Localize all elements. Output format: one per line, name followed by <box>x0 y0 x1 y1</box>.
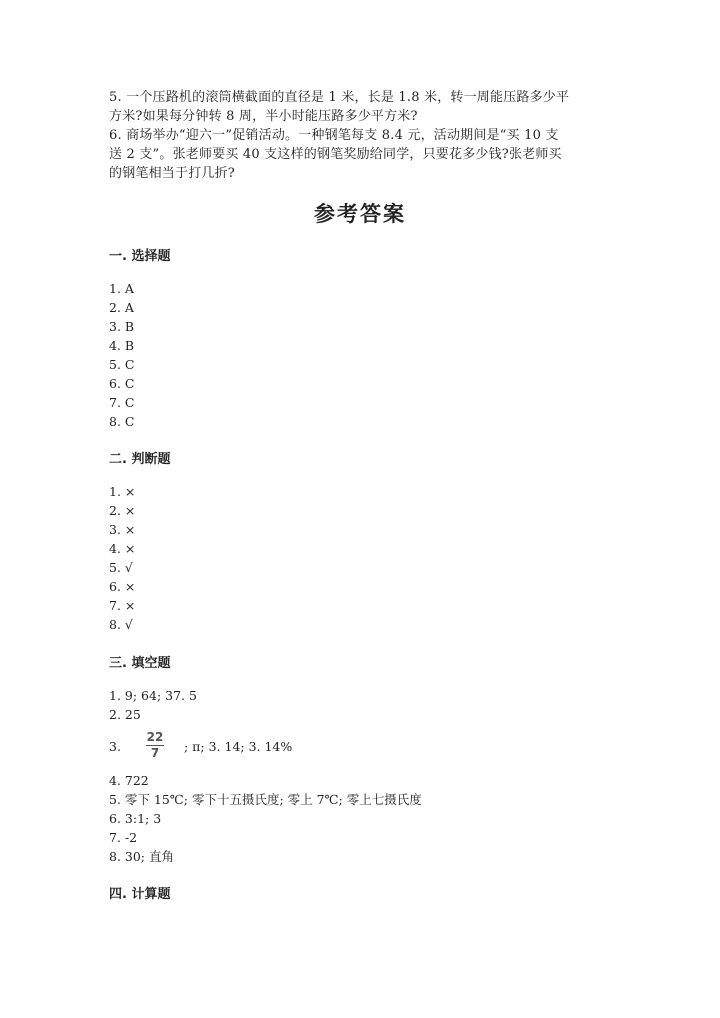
fill-in-answer-3-label: 3. <box>109 739 121 754</box>
fill-in-answer: 7. -2 <box>109 830 138 845</box>
section-heading-calculation: 四. 计算题 <box>109 887 171 902</box>
choice-answer: 3. B <box>109 319 135 334</box>
fill-in-answer: 6. 3:1; 3 <box>109 811 162 826</box>
question-6-line-2: 送 2 支”。张老师要买 40 支这样的钢笔奖励给同学，只要花多少钱?张老师买 <box>109 147 562 162</box>
page-title: 参考答案 <box>314 202 406 226</box>
fraction-denominator: 7 <box>150 746 160 760</box>
section-heading-fill-in: 三. 填空题 <box>109 656 171 671</box>
judgment-answer: 2. × <box>109 503 136 518</box>
choice-answer: 4. B <box>109 338 135 353</box>
question-6-line-1: 6. 商场举办“迎六一”促销活动。一种钢笔每支 8.4 元，活动期间是“买 10 支 <box>109 128 559 143</box>
section-heading-judgment: 二. 判断题 <box>109 452 171 467</box>
fill-in-answer: 8. 30; 直角 <box>109 849 174 864</box>
judgment-answer: 3. × <box>109 522 136 537</box>
choice-answer: 1. A <box>109 281 134 296</box>
section-heading-choice: 一. 选择题 <box>109 249 171 264</box>
fill-in-answer: 5. 零下 15℃; 零下十五摄氏度; 零上 7℃; 零上七摄氏度 <box>109 792 422 807</box>
judgment-answer: 1. × <box>109 484 136 499</box>
fill-in-answer: 4. 722 <box>109 773 149 788</box>
judgment-answer: 4. × <box>109 541 136 556</box>
choice-answer: 2. A <box>109 300 134 315</box>
choice-answer: 5. C <box>109 357 135 372</box>
choice-answer: 7. C <box>109 395 135 410</box>
fill-in-answer: 1. 9; 64; 37. 5 <box>109 688 197 703</box>
fraction-22-over-7 <box>145 730 165 761</box>
judgment-answer: 5. √ <box>109 560 133 575</box>
choice-answer: 6. C <box>109 376 135 391</box>
judgment-answer: 7. × <box>109 598 136 613</box>
judgment-answer: 6. × <box>109 579 136 594</box>
fill-in-answer: 2. 25 <box>109 707 141 722</box>
question-6-line-3: 的钢笔相当于打几折? <box>109 166 235 181</box>
question-5-line-1: 5. 一个压路机的滚筒横截面的直径是 1 米，长是 1.8 米，转一周能压路多少平 <box>109 90 570 105</box>
question-5-line-2: 方米?如果每分钟转 8 周，半小时能压路多少平方米? <box>109 109 418 124</box>
choice-answer: 8. C <box>109 414 135 429</box>
judgment-answer: 8. √ <box>109 617 133 632</box>
fill-in-answer-3-rest: ; π; 3. 14; 3. 14% <box>184 739 293 754</box>
fraction-numerator: 22 <box>146 730 164 744</box>
